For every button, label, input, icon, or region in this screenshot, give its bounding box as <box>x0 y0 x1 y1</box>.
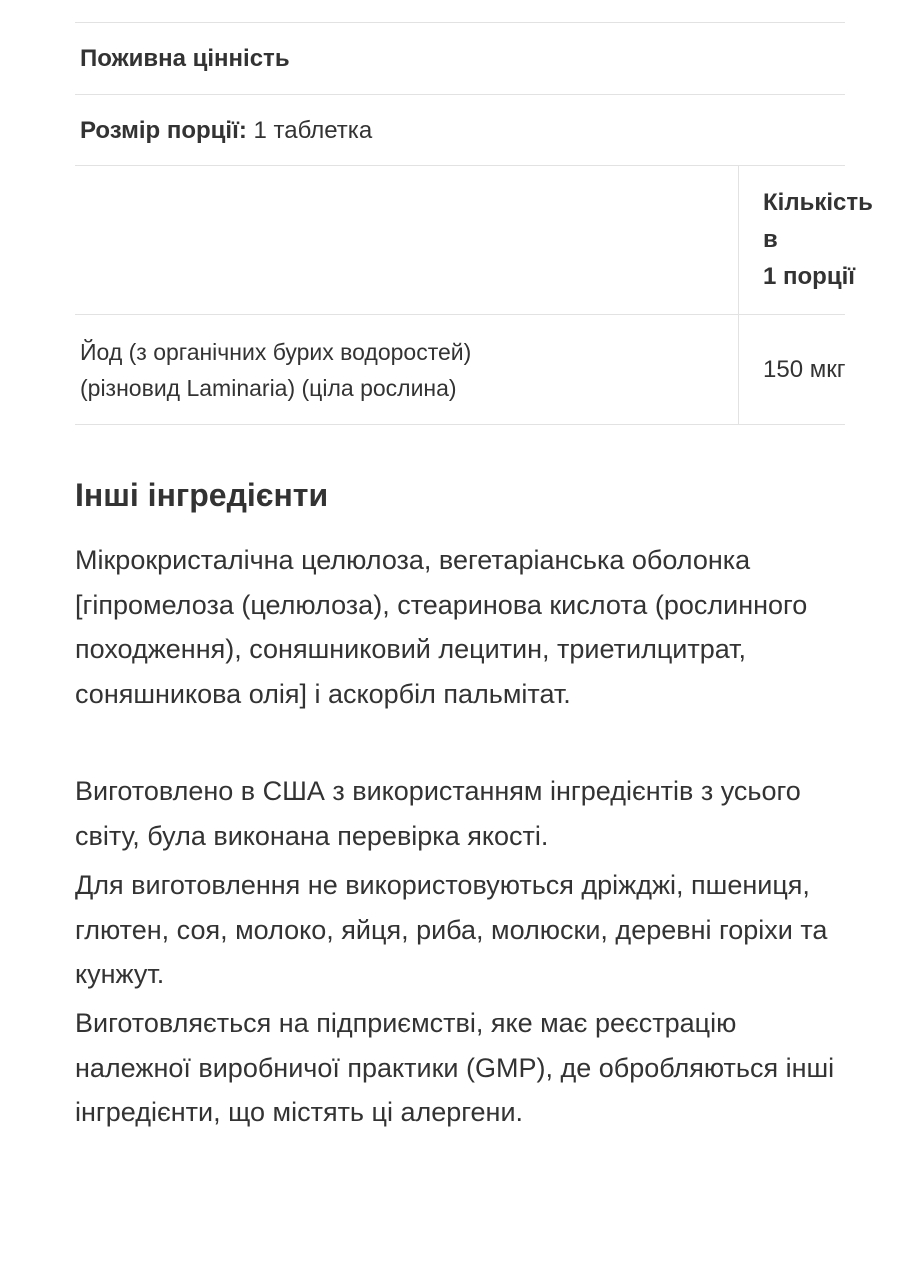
nutrition-title-row <box>75 23 845 95</box>
serving-size-row <box>75 95 845 166</box>
column-divider <box>738 315 739 424</box>
table-row <box>75 315 845 425</box>
nutrient-name-line2: (різновид Laminaria) (ціла рослина) <box>80 375 457 401</box>
amount-header-line1: Кількість <box>763 189 873 216</box>
column-divider <box>738 166 739 314</box>
nutrition-title: Поживна цінність <box>80 45 290 72</box>
table-header-row <box>75 166 873 315</box>
origin-paragraph: Виготовлено в США з використанням інгредієнтів з усього світу, була виконана перевірка якості. <box>75 776 801 851</box>
amount-per-serving-header <box>763 184 873 295</box>
nutrient-name <box>80 334 680 406</box>
amount-header-line2: в <box>763 226 778 253</box>
nutrient-amount: 150 мкг <box>763 356 846 383</box>
serving-size-label: Розмір порції: <box>80 117 247 144</box>
allergen-free-paragraph: Для виготовлення не використовуються дріжджі, пшениця, глютен, соя, молоко, яйця, риба, молюски, деревні горіхи та кунжут. <box>75 870 828 989</box>
product-details-content <box>75 0 920 1280</box>
gmp-facility-paragraph: Виготовляється на підприємстві, яке має реєстрацію належної виробничої практики (GMP), де обробляються інші інгредієнти, що містять ці алергени. <box>75 1008 835 1127</box>
amount-header-line3: 1 порції <box>763 263 856 290</box>
other-ingredients-heading: Інші інгредієнти <box>75 477 329 513</box>
serving-size-value: 1 таблетка <box>253 117 373 144</box>
nutrition-facts-table <box>75 22 873 425</box>
ingredients-paragraph: Мікрокристалічна целюлоза, вегетаріанська оболонка [гіпромелоза (целюлоза), стеаринова кислота (рослинного походження), соняшниковий лецитин, триетилцитрат, соняшникова олія] і аскорбіл пальмітат. <box>75 545 808 709</box>
serving-size <box>80 113 372 149</box>
nutrient-name-line1: Йод (з органічних бурих водоростей) <box>80 339 472 365</box>
